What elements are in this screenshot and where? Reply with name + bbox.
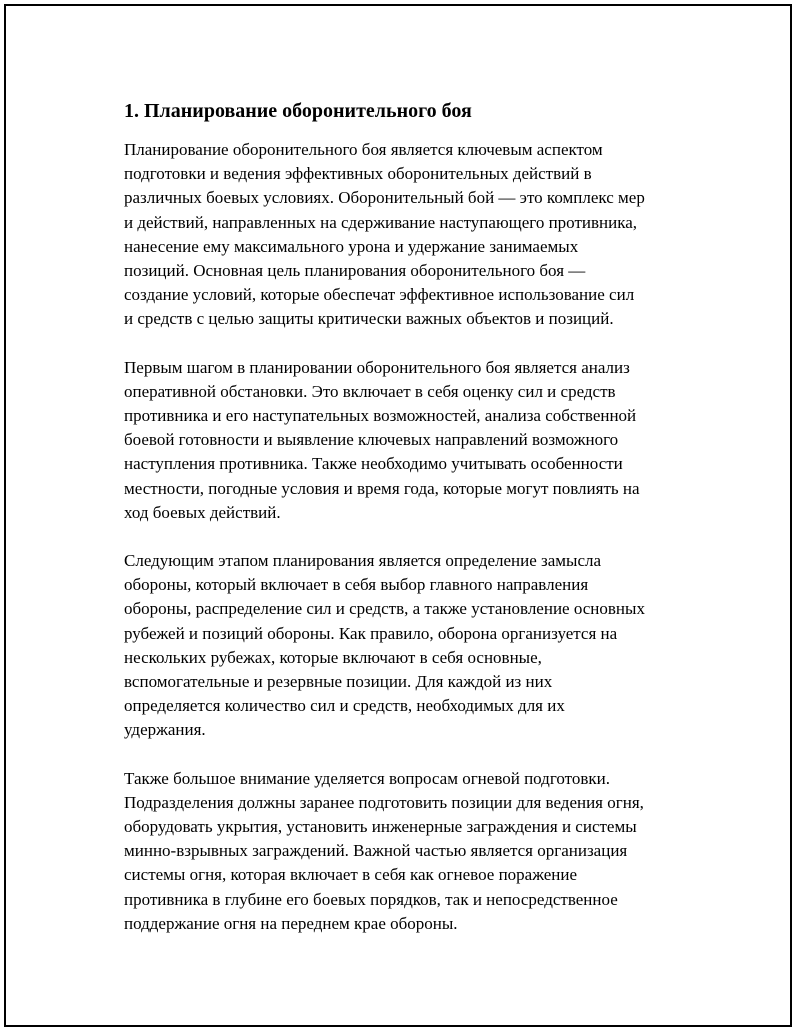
text-line: местности, погодные условия и время года, которые могут повлиять на — [124, 478, 640, 498]
paragraph-2 — [124, 356, 698, 525]
text-line: системы огня, которая включает в себя как огневое поражение — [124, 865, 578, 885]
text-line: рубежей и позиций обороны. Как правило, оборона организуется на — [124, 623, 618, 643]
text-line: вспомогательные и резервные позиции. Для каждой из них — [124, 672, 553, 692]
text-line: нескольких рубежах, которые включают в себя основные, — [124, 647, 542, 667]
text-line: определяется количество сил и средств, необходимых для их — [124, 696, 565, 716]
text-line: Следующим этапом планирования является определение замысла — [124, 551, 602, 571]
text-line: обороны, который включает в себя выбор главного направления — [124, 575, 589, 595]
text-line: Подразделения должны заранее подготовить позиции для ведения огня, — [124, 792, 644, 812]
text-line: ход боевых действий. — [124, 502, 281, 522]
paragraph-4 — [124, 767, 698, 936]
text-line: Первым шагом в планировании оборонительного боя является анализ — [124, 357, 630, 377]
text-line: наступления противника. Также необходимо учитывать особенности — [124, 454, 623, 474]
text-line: и средств с целью защиты критически важных объектов и позиций. — [124, 309, 614, 329]
text-line: удержания. — [124, 720, 206, 740]
paragraph-1 — [124, 138, 698, 332]
text-line: оборудовать укрытия, установить инженерные заграждения и системы — [124, 817, 637, 837]
text-line: нанесение ему максимального урона и удержание занимаемых — [124, 236, 579, 256]
section-heading: 1. Планирование оборонительного боя — [124, 100, 472, 122]
text-line: противника и его наступательных возможностей, анализа собственной — [124, 406, 637, 426]
text-line: и действий, направленных на сдерживание наступающего противника, — [124, 212, 638, 232]
text-line: различных боевых условиях. Оборонительный бой — это комплекс мер — [124, 188, 645, 208]
paragraph-3 — [124, 549, 698, 743]
page-frame — [4, 4, 792, 1027]
text-line: подготовки и ведения эффективных оборонительных действий в — [124, 164, 592, 184]
text-line: минно-взрывных заграждений. Важной частью является организация — [124, 841, 628, 861]
document-body — [124, 98, 698, 960]
text-line: создание условий, которые обеспечат эффективное использование сил — [124, 285, 635, 305]
text-line: оперативной обстановки. Это включает в себя оценку сил и средств — [124, 381, 616, 401]
text-line: поддержание огня на переднем крае обороны. — [124, 913, 458, 933]
text-line: боевой готовности и выявление ключевых направлений возможного — [124, 430, 619, 450]
text-line: позиций. Основная цель планирования оборонительного боя — — [124, 261, 586, 281]
text-line: обороны, распределение сил и средств, а также установление основных — [124, 599, 645, 619]
text-line: Также большое внимание уделяется вопросам огневой подготовки. — [124, 768, 610, 788]
text-line: противника в глубине его боевых порядков, так и непосредственное — [124, 889, 618, 909]
text-line: Планирование оборонительного боя является ключевым аспектом — [124, 140, 603, 159]
